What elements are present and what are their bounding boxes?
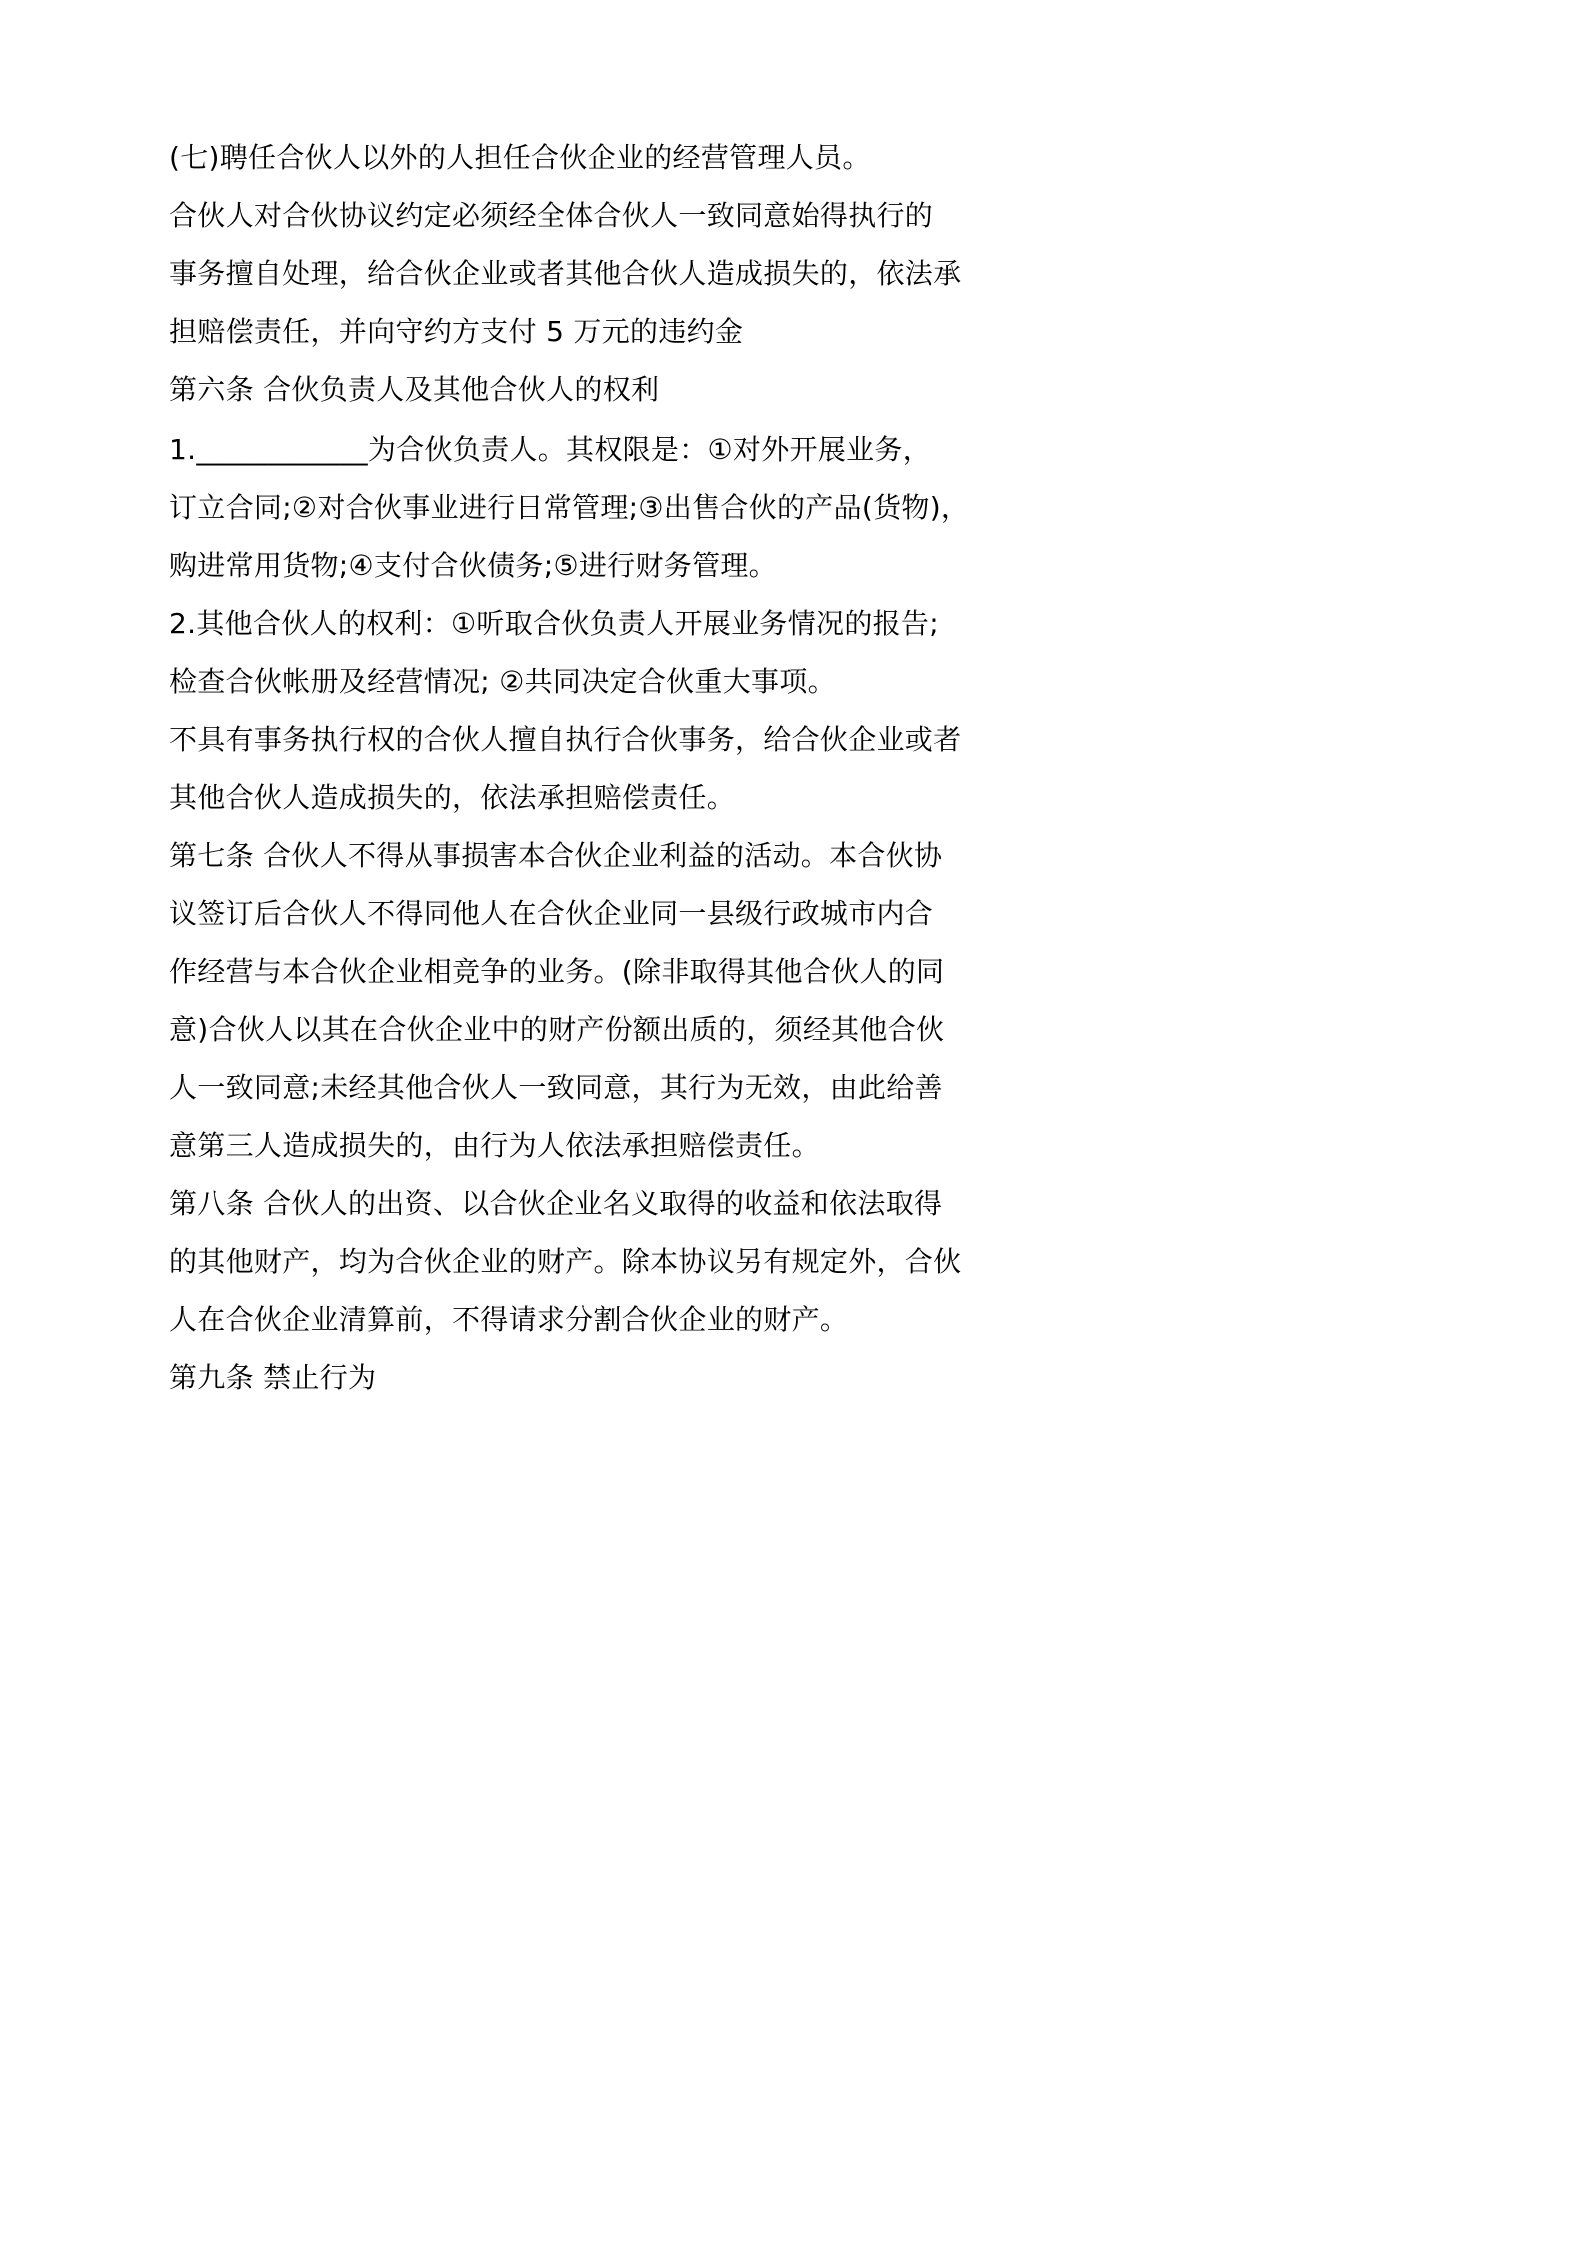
text-line: 合伙人对合伙协议约定必须经全体合伙人一致同意始得执行的 <box>169 199 934 232</box>
text-line: 人一致同意;未经其他合伙人一致同意，其行为无效，由此给善 <box>169 1071 943 1104</box>
text-line: 不具有事务执行权的合伙人擅自执行合伙事务，给合伙企业或者 <box>169 723 962 756</box>
text-line: 担赔偿责任，并向守约方支付 5 万元的违约金 <box>169 315 744 348</box>
text-line: 购进常用货物;④支付合伙债务;⑤进行财务管理。 <box>169 549 777 582</box>
text-line: 1.____________为合伙负责人。其权限是：①对外开展业务， <box>169 433 932 466</box>
section-heading: 第八条 合伙人的出资、以合伙企业名义取得的收益和依法取得 <box>169 1187 943 1220</box>
text-line: 订立合同;②对合伙事业进行日常管理;③出售合伙的产品(货物)， <box>169 491 970 524</box>
section-heading: 第六条 合伙负责人及其他合伙人的权利 <box>169 373 660 406</box>
text-line: 意第三人造成损失的，由行为人依法承担赔偿责任。 <box>169 1129 820 1162</box>
text-line: (七)聘任合伙人以外的人担任合伙企业的经营管理人员。 <box>169 141 871 174</box>
document-page <box>0 0 1104 1562</box>
section-heading: 第七条 合伙人不得从事损害本合伙企业利益的活动。本合伙协 <box>169 839 943 872</box>
text-line: 其他合伙人造成损失的，依法承担赔偿责任。 <box>169 781 736 814</box>
text-line: 检查合伙帐册及经营情况; ②共同决定合伙重大事项。 <box>169 665 836 698</box>
text-line: 事务擅自处理，给合伙企业或者其他合伙人造成损失的，依法承 <box>169 257 962 290</box>
text-line: 2.其他合伙人的权利：①听取合伙负责人开展业务情况的报告; <box>169 607 939 640</box>
text-line: 意)合伙人以其在合伙企业中的财产份额出质的，须经其他合伙 <box>169 1013 945 1046</box>
text-line: 作经营与本合伙企业相竞争的业务。(除非取得其他合伙人的同 <box>169 955 945 988</box>
section-heading: 第九条 禁止行为 <box>169 1361 377 1394</box>
text-line: 人在合伙企业清算前，不得请求分割合伙企业的财产。 <box>169 1303 849 1336</box>
text-line: 的其他财产，均为合伙企业的财产。除本协议另有规定外，合伙 <box>169 1245 962 1278</box>
text-line: 议签订后合伙人不得同他人在合伙企业同一县级行政城市内合 <box>169 897 934 930</box>
